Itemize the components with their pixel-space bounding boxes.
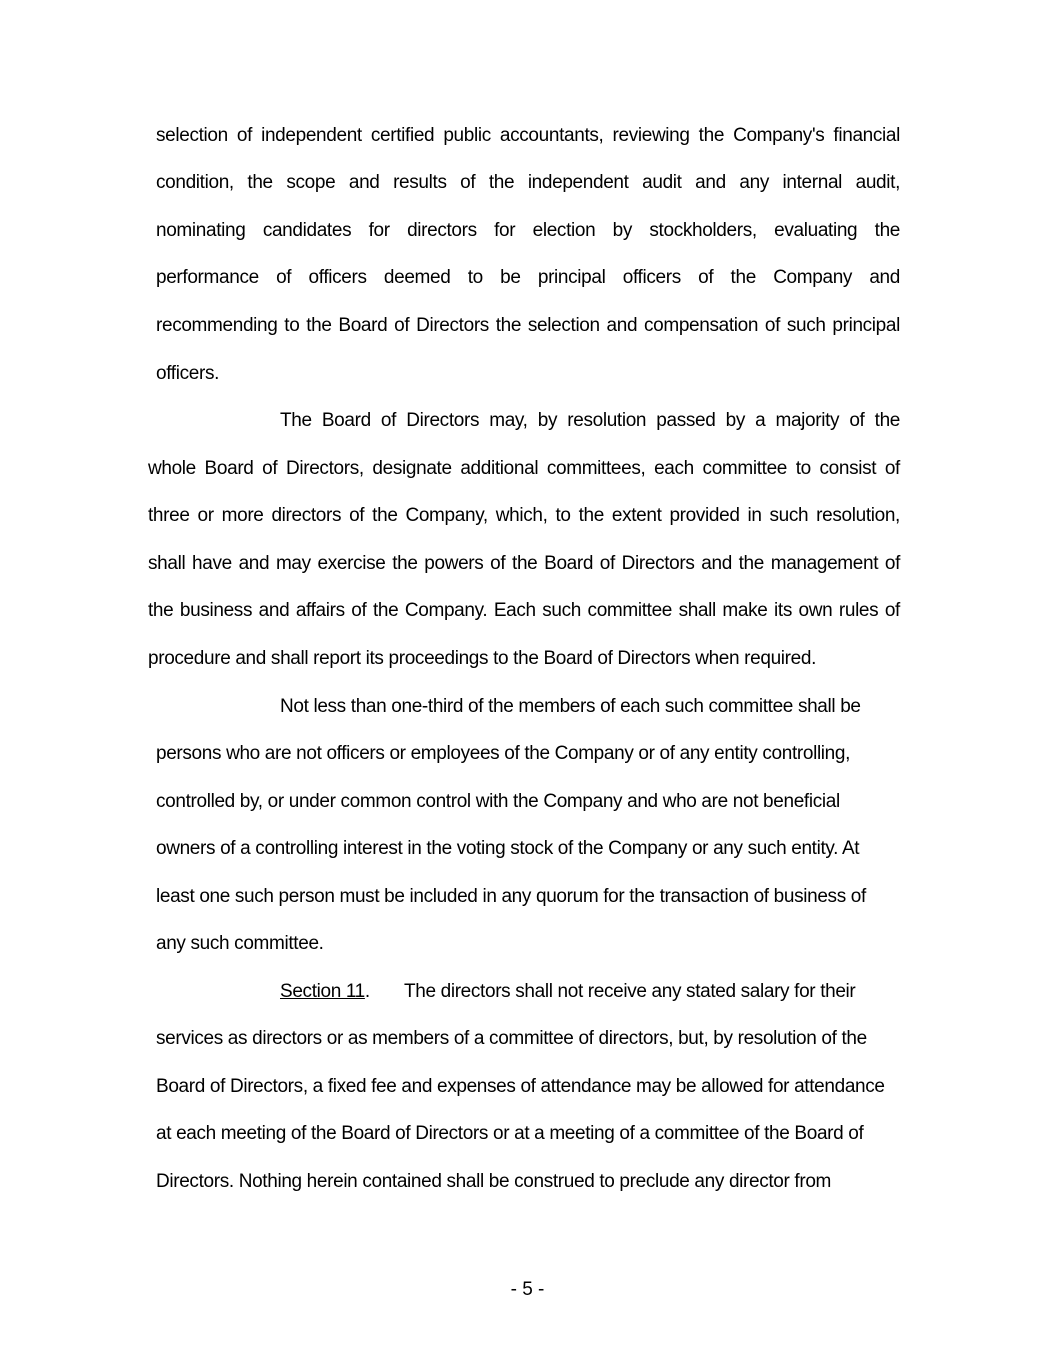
paragraph-1-line-4: performance of officers deemed to be principal officers of the Company and <box>156 267 900 288</box>
paragraph-2-line-4: shall have and may exercise the powers of the Board of Directors and the management of <box>148 553 900 574</box>
section-11-first-line-text: The directors shall not receive any stated salary for their <box>404 981 856 1002</box>
paragraph-1-line-3: nominating candidates for directors for election by stockholders, evaluating the <box>156 220 900 241</box>
paragraph-1-line-1: selection of independent certified public accountants, reviewing the Company's financial <box>156 125 900 146</box>
paragraph-1-line-6: officers. <box>156 363 220 384</box>
paragraph-2-line-1: The Board of Directors may, by resolution passed by a majority of the <box>280 410 900 431</box>
paragraph-3-line-6: any such committee. <box>156 933 324 954</box>
paragraph-3-line-2: persons who are not officers or employees of the Company or of any entity controlling, <box>156 743 851 764</box>
paragraph-1-line-5: recommending to the Board of Directors the selection and compensation of such principal <box>156 315 900 336</box>
paragraph-2-line-2: whole Board of Directors, designate additional committees, each committee to consist of <box>148 458 900 479</box>
paragraph-4-line-3: Board of Directors, a fixed fee and expenses of attendance may be allowed for attendance <box>156 1076 885 1097</box>
page-number: - 5 - <box>510 1279 545 1300</box>
paragraph-4-line-2: services as directors or as members of a committee of directors, but, by resolution of the <box>156 1028 867 1049</box>
paragraph-3-line-1: Not less than one-third of the members of each such committee shall be <box>280 696 861 717</box>
section-11-heading: Section 11 <box>280 981 365 1002</box>
paragraph-2-line-5: the business and affairs of the Company. Each such committee shall make its own rules of <box>148 600 900 621</box>
section-11-first-line <box>280 980 370 1004</box>
paragraph-4-line-5: Directors. Nothing herein contained shall be construed to preclude any director from <box>156 1171 832 1192</box>
paragraph-1-line-2: condition, the scope and results of the independent audit and any internal audit, <box>156 172 900 193</box>
paragraph-2-line-6: procedure and shall report its proceedings to the Board of Directors when required. <box>148 648 817 669</box>
paragraph-2-line-3: three or more directors of the Company, which, to the extent provided in such resolution, <box>148 505 900 526</box>
section-11-heading-punct: . <box>364 981 370 1002</box>
paragraph-3-line-5: least one such person must be included in any quorum for the transaction of business of <box>156 886 866 907</box>
paragraph-3-line-3: controlled by, or under common control with the Company and who are not beneficial <box>156 791 840 812</box>
paragraph-3-line-4: owners of a controlling interest in the voting stock of the Company or any such entity. At <box>156 838 860 859</box>
paragraph-4-line-4: at each meeting of the Board of Directors or at a meeting of a committee of the Board of <box>156 1123 864 1144</box>
